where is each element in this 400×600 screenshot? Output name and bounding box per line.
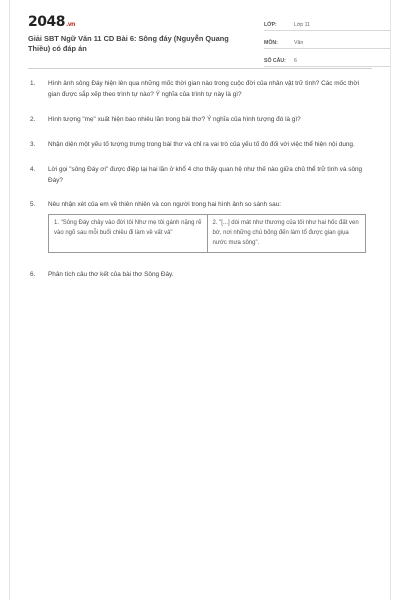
logo-main-text: 2048 (28, 14, 65, 30)
question-text: Lời gọi "sông Đáy ơi" được điệp lại hai lần ở khổ 4 cho thấy quan hệ như thế nào giữa chủ thể trữ tình và sông Đáy? (48, 166, 363, 184)
meta-row-question-count (264, 52, 390, 67)
question-list (30, 78, 370, 280)
meta-value: 6 (294, 58, 297, 64)
question-item (30, 78, 370, 100)
document-title: Giải SBT Ngữ Văn 11 CD Bài 6: Sông đáy (Nguyễn Quang Thiều) có đáp án (28, 34, 229, 53)
question-text: Hình tượng "mẹ" xuất hiện bao nhiêu lần trong bài thơ? Ý nghĩa của hình tượng đó là gì? (48, 116, 301, 123)
question-text: Nhận diện một yếu tố tượng trưng trong bài thơ và chỉ ra vai trò của yếu tố đó đối với việc thể hiện nội dung. (48, 141, 355, 148)
question-number: 4. (30, 166, 36, 173)
question-text: Nêu nhận xét của em về thiên nhiên và con người trong hai hình ảnh so sánh sau: (48, 201, 282, 208)
meta-label: MÔN: (264, 40, 278, 46)
question-text: Hình ảnh sông Đáy hiện lên qua những mốc thời gian nào trong cuộc đời của nhân vật trữ tình? Các mốc thời gian được sắp xếp theo trình tự nào? Ý nghĩa của trình tự này là gì? (48, 80, 360, 98)
document-header (28, 14, 382, 64)
question-number: 5. (30, 201, 36, 208)
question-number: 2. (30, 116, 36, 123)
meta-row-subject (264, 34, 390, 49)
question-item (30, 139, 370, 150)
meta-row-class (264, 16, 390, 31)
question-item (30, 114, 370, 125)
header-divider (28, 68, 372, 69)
comparison-right-cell: 2. "[...] dòi mát như thương của tôi như hai hốc đất ven bờ, nơi những chú bống đến làm tổ được gian giụa nước mưa sông". (207, 215, 366, 253)
meta-value: Lớp 11 (294, 22, 310, 28)
site-logo[interactable] (28, 14, 75, 30)
question-number: 6. (30, 271, 36, 278)
question-text: Phân tích câu thơ kết của bài thơ Sông Đáy. (48, 271, 174, 278)
logo-domain-text: .vn (65, 21, 75, 28)
question-item (30, 269, 370, 280)
question-item (30, 199, 370, 210)
meta-info (264, 16, 390, 70)
question-number: 3. (30, 141, 36, 148)
meta-value: Văn (294, 40, 304, 46)
table-row (49, 215, 366, 253)
comparison-left-cell: 1. "Sông Đáy chảy vào đời tôi Như mẹ tôi gánh nặng rẽ vào ngõ sau mỗi buổi chiều đi làm về vất vả" (49, 215, 208, 253)
meta-label: LỚP: (264, 22, 277, 28)
meta-label: SỐ CÂU: (264, 58, 286, 64)
question-number: 1. (30, 80, 36, 87)
comparison-table (48, 214, 366, 253)
question-item (30, 164, 370, 186)
document-page (9, 0, 391, 600)
